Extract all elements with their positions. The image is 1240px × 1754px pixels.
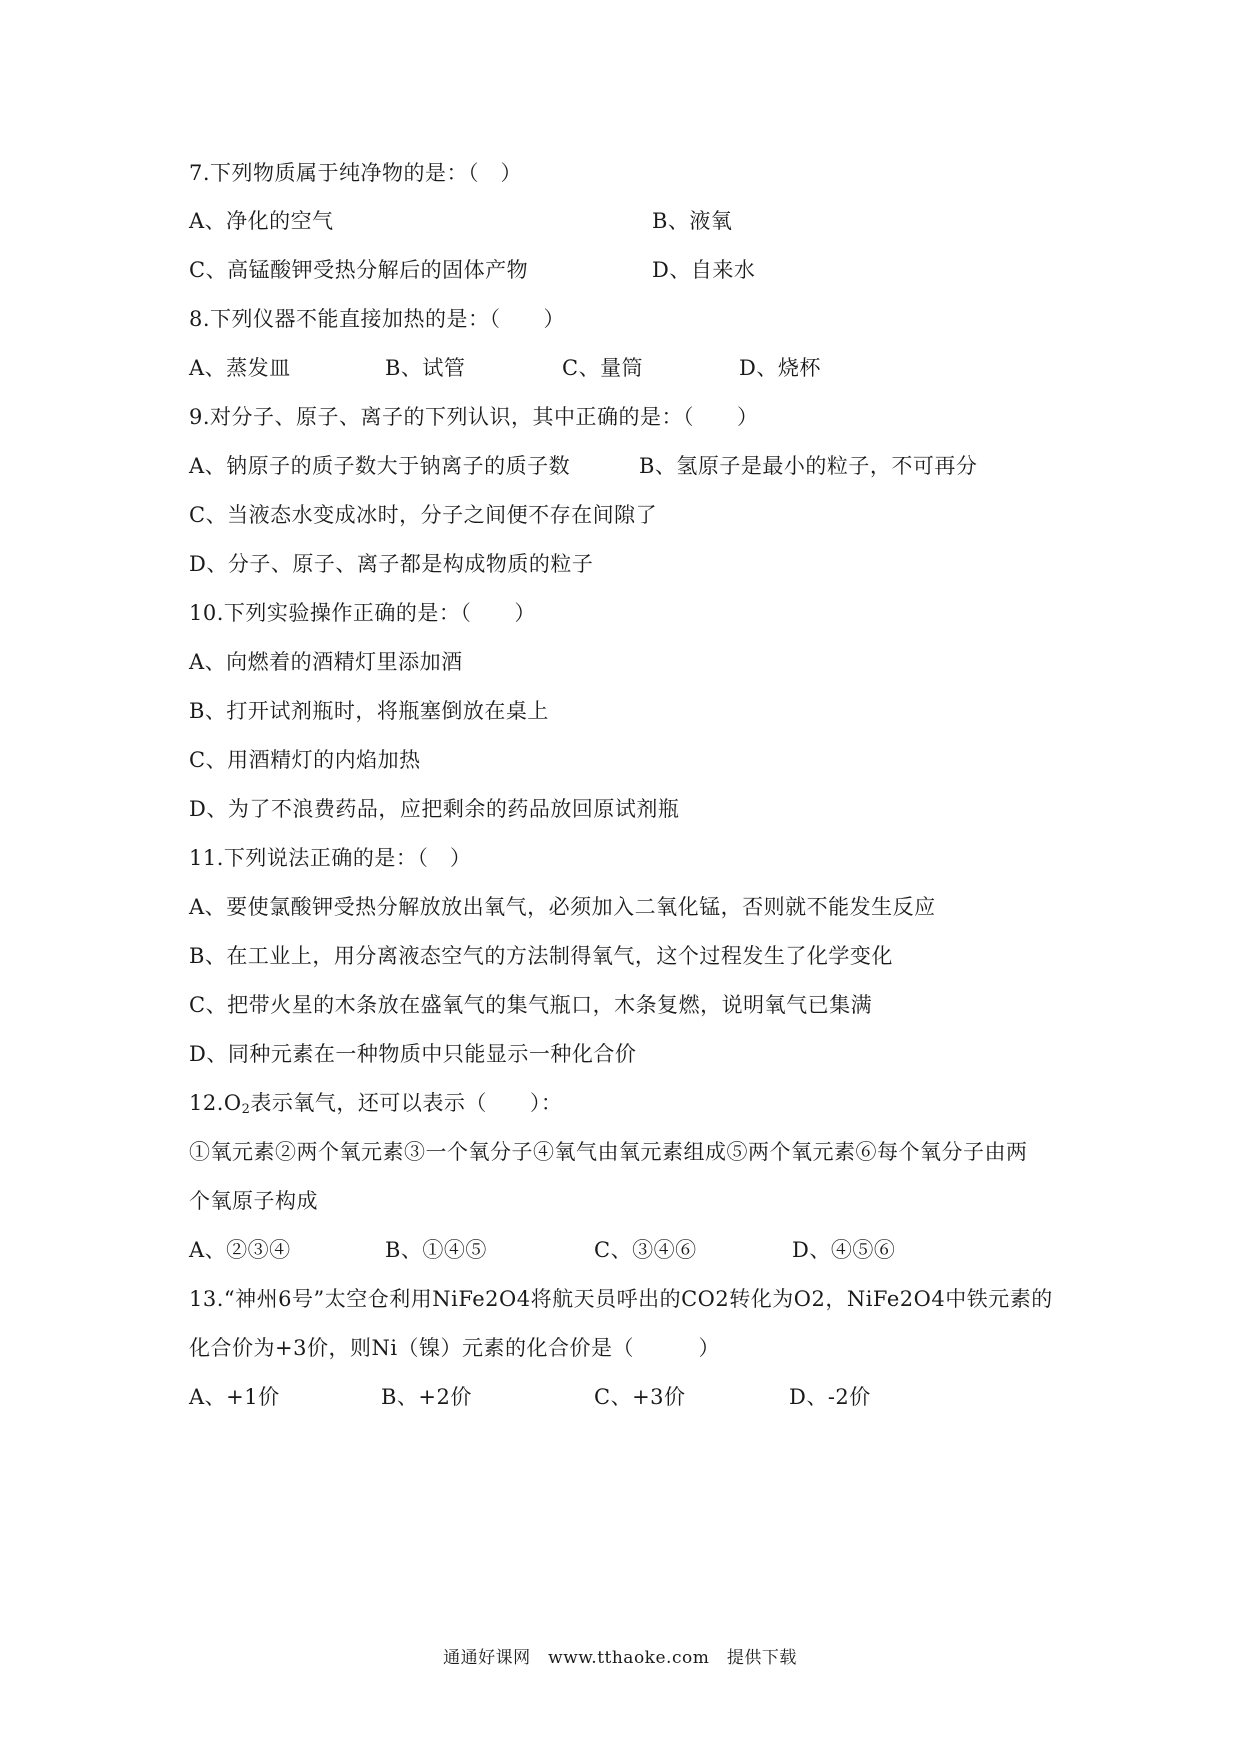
question-8-option-d: D、烧杯 [739, 356, 821, 380]
question-7-stem: 7.下列物质属于纯净物的是：（ ） [189, 161, 523, 185]
question-12-option-a: A、②③④ [189, 1238, 291, 1262]
question-9-option-d: D、分子、原子、离子都是构成物质的粒子 [189, 552, 594, 576]
question-9-option-a: A、钠原子的质子数大于钠离子的质子数 [189, 454, 571, 478]
question-11-option-b: B、在工业上，用分离液态空气的方法制得氧气，这个过程发生了化学变化 [189, 944, 893, 968]
question-9-option-b: B、氢原子是最小的粒子，不可再分 [639, 454, 978, 478]
question-13-option-c: C、+3价 [594, 1385, 686, 1409]
question-10-stem: 10.下列实验操作正确的是：（ ） [189, 601, 536, 625]
question-13-option-d: D、-2价 [789, 1385, 871, 1409]
question-8-option-a: A、蒸发皿 [189, 356, 291, 380]
question-13-stem-line-1: 13.“神州6号”太空仓利用NiFe2O4将航天员呼出的CO2转化为O2，NiFe2O4中铁元素的 [189, 1287, 1053, 1311]
question-12-stem [189, 1088, 562, 1125]
question-7-option-c: C、高锰酸钾受热分解后的固体产物 [189, 258, 529, 282]
question-13-option-a: A、+1价 [189, 1385, 280, 1409]
question-12-items-line-2: 个氧原子构成 [189, 1189, 318, 1213]
question-13-stem-line-2: 化合价为+3价，则Ni（镍）元素的化合价是（ ） [189, 1336, 721, 1360]
question-7-option-d: D、自来水 [652, 258, 756, 282]
question-8-option-b: B、试管 [385, 356, 466, 380]
question-12-stem-subscript: 2 [241, 1102, 251, 1117]
question-12-stem-suffix: 表示氧气，还可以表示（ ）： [250, 1091, 563, 1115]
question-8-option-c: C、量筒 [562, 356, 644, 380]
question-12-option-b: B、①④⑤ [385, 1238, 487, 1262]
question-10-option-b: B、打开试剂瓶时，将瓶塞倒放在桌上 [189, 699, 549, 723]
question-11-option-c: C、把带火星的木条放在盛氧气的集气瓶口，木条复燃，说明氧气已集满 [189, 993, 873, 1017]
question-11-option-d: D、同种元素在一种物质中只能显示一种化合价 [189, 1042, 637, 1066]
question-7-option-a: A、净化的空气 [189, 209, 334, 233]
question-10-option-d: D、为了不浪费药品，应把剩余的药品放回原试剂瓶 [189, 797, 680, 821]
question-7-option-b: B、液氧 [652, 209, 733, 233]
question-12-stem-prefix: 12.O [189, 1091, 242, 1115]
question-9-option-c: C、当液态水变成冰时，分子之间便不存在间隙了 [189, 503, 658, 527]
question-13-option-b: B、+2价 [381, 1385, 472, 1409]
question-9-stem: 9.对分子、原子、离子的下列认识，其中正确的是：（ ） [189, 405, 759, 429]
question-11-stem: 11.下列说法正确的是：（ ） [189, 846, 472, 870]
page-footer: 通通好课网 www.tthaoke.com 提供下载 [443, 1648, 797, 1668]
question-12-option-d: D、④⑤⑥ [792, 1238, 896, 1262]
question-11-option-a: A、要使氯酸钾受热分解放放出氧气，必须加入二氧化锰，否则就不能发生反应 [189, 895, 936, 919]
question-12-items-line-1: ①氧元素②两个氧元素③一个氧分子④氧气由氧元素组成⑤两个氧元素⑥每个氧分子由两 [189, 1140, 1028, 1164]
question-8-stem: 8.下列仪器不能直接加热的是：（ ） [189, 307, 566, 331]
question-10-option-a: A、向燃着的酒精灯里添加酒 [189, 650, 463, 674]
question-12-option-c: C、③④⑥ [594, 1238, 697, 1262]
question-10-option-c: C、用酒精灯的内焰加热 [189, 748, 421, 772]
